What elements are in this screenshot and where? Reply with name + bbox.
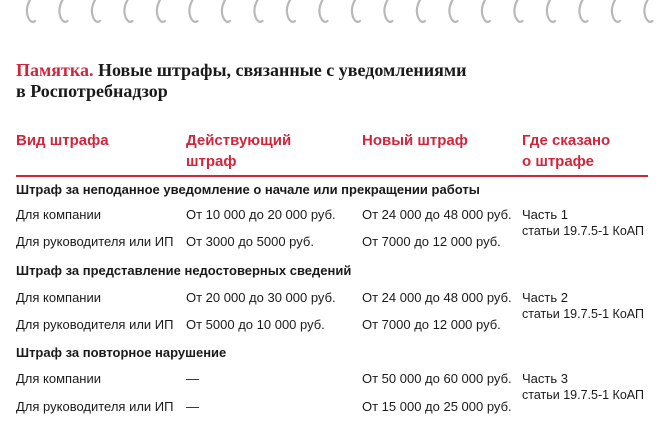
row-new-fine: От 7000 до 12 000 руб. <box>362 317 501 332</box>
header-current-fine-line2: штраф <box>186 153 237 170</box>
row-new-fine: От 24 000 до 48 000 руб. <box>362 290 512 305</box>
source-line2: статьи 19.7.5-1 КоАП <box>522 388 644 402</box>
binding-ring <box>482 0 490 22</box>
header-current-fine-line1: Действующий <box>186 132 292 149</box>
header-current-fine <box>186 130 291 172</box>
binding-ring <box>27 0 35 22</box>
section-title: Штраф за неподанное уведомление о начале или прекращении работы <box>16 182 480 197</box>
row-new-fine: От 24 000 до 48 000 руб. <box>362 207 512 222</box>
row-current-fine: От 3000 до 5000 руб. <box>186 234 314 249</box>
binding-ring <box>644 0 652 22</box>
section-title: Штраф за представление недостоверных сведений <box>16 263 352 278</box>
row-current-fine: От 20 000 до 30 000 руб. <box>186 290 336 305</box>
row-current-fine: — <box>186 371 199 386</box>
row-fine-type: Для компании <box>16 290 102 305</box>
row-fine-type: Для руководителя или ИП <box>16 234 174 249</box>
header-fine-type-line1: Вид штрафа <box>16 132 109 149</box>
header-source <box>522 130 610 172</box>
binding-ring <box>514 0 522 22</box>
binding-ring <box>157 0 165 22</box>
header-source-line1: Где сказано <box>522 132 611 149</box>
binding-ring <box>547 0 555 22</box>
section-title: Штраф за повторное нарушение <box>16 345 227 360</box>
source-line2: статьи 19.7.5-1 КоАП <box>522 307 644 321</box>
source-line2: статьи 19.7.5-1 КоАП <box>522 224 644 238</box>
title-text-line2: в Роспотребнадзор <box>16 81 168 101</box>
row-fine-type: Для руководителя или ИП <box>16 317 174 332</box>
binding-rings <box>27 0 653 22</box>
header-new-fine <box>362 130 468 151</box>
row-current-fine: От 5000 до 10 000 руб. <box>186 317 325 332</box>
binding-ring <box>254 0 262 22</box>
binding-ring <box>417 0 425 22</box>
row-source <box>522 290 644 322</box>
title-accent: Памятка. <box>16 60 94 80</box>
binding-ring <box>449 0 457 22</box>
binding-ring <box>124 0 132 22</box>
header-fine-type <box>16 130 109 151</box>
header-divider <box>16 175 648 177</box>
binding-ring <box>612 0 620 22</box>
binding-ring <box>352 0 360 22</box>
binding-ring <box>287 0 295 22</box>
row-current-fine: От 10 000 до 20 000 руб. <box>186 207 336 222</box>
source-line1: Часть 1 <box>522 207 568 222</box>
row-new-fine: От 7000 до 12 000 руб. <box>362 234 501 249</box>
binding-ring <box>222 0 230 22</box>
row-fine-type: Для компании <box>16 371 102 386</box>
row-fine-type: Для компании <box>16 207 102 222</box>
binding-ring <box>319 0 327 22</box>
spiral-binding <box>0 0 658 34</box>
row-new-fine: От 15 000 до 25 000 руб. <box>362 399 512 414</box>
table-header <box>0 130 658 174</box>
row-new-fine: От 50 000 до 60 000 руб. <box>362 371 512 386</box>
title-text-line1: Новые штрафы, связанные с уведомлениями <box>97 60 467 80</box>
binding-ring <box>59 0 67 22</box>
header-source-line2: о штрафе <box>522 153 594 170</box>
source-line1: Часть 2 <box>522 290 568 305</box>
row-source <box>522 371 644 403</box>
source-line1: Часть 3 <box>522 371 568 386</box>
header-new-fine-line1: Новый штраф <box>362 132 468 149</box>
binding-ring <box>384 0 392 22</box>
row-source <box>522 207 644 239</box>
row-current-fine: — <box>186 399 199 414</box>
page-title <box>16 60 616 102</box>
binding-ring <box>189 0 197 22</box>
binding-ring <box>579 0 587 22</box>
binding-ring <box>92 0 100 22</box>
row-fine-type: Для руководителя или ИП <box>16 399 174 414</box>
